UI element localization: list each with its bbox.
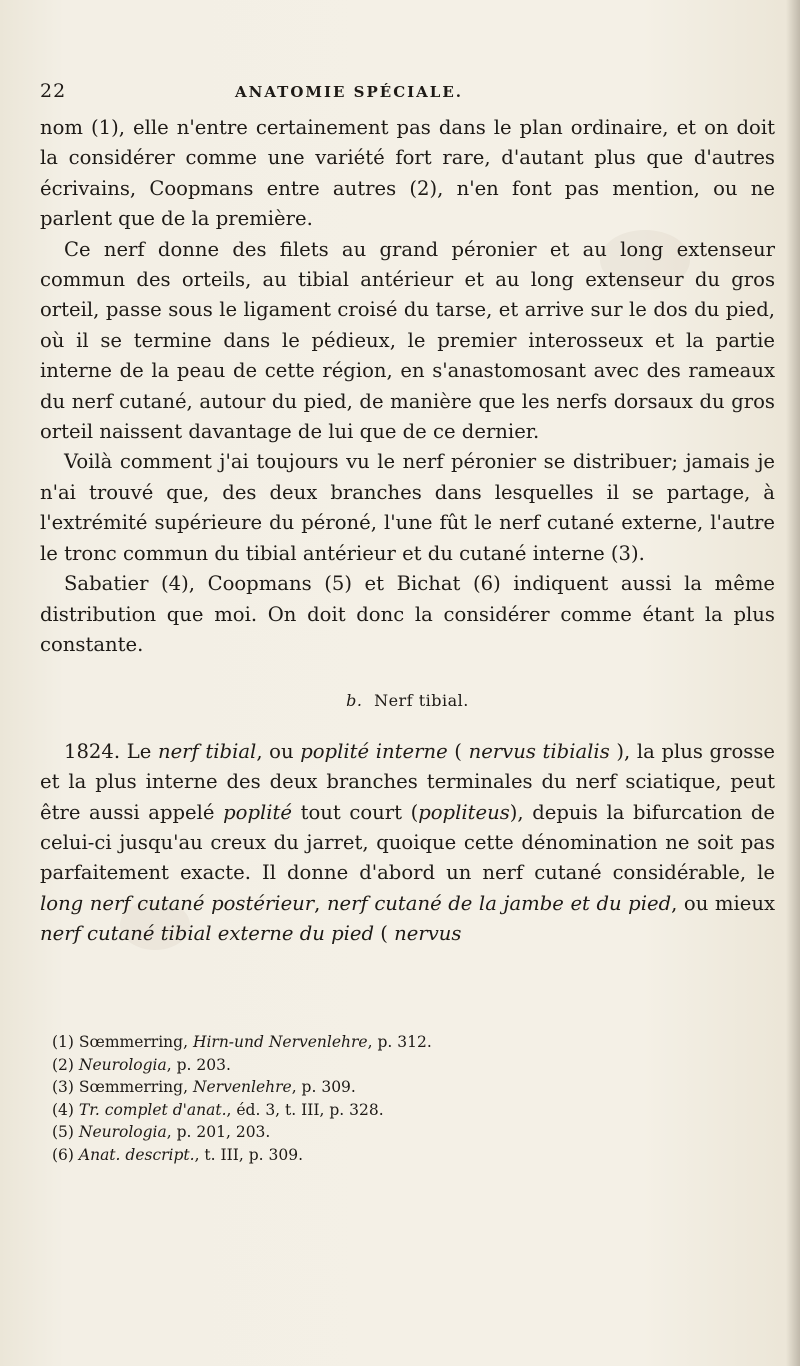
paragraph-text: nom (1), elle n'entre certainement pas dans le plan ordinaire, et on doit la considérer comme une variété fort rare, d'autant plus que d'autres écrivains, Coopmans entre autres (2), n'en font pas mention, ou ne parlent que de la première. [40,116,775,231]
footnote [52,1121,752,1144]
term-italic: popliteus [418,800,510,824]
page-header [40,80,780,110]
text-run: ), la plus grosse et la plus interne des deux branches terminales du nerf sciatique, peut être aussi appelé [40,739,775,824]
paragraph [40,113,775,235]
main-text [40,113,775,950]
paragraph [40,235,775,448]
term-italic: nerf cutané de la jambe et du pied [326,891,672,915]
footnote [52,1144,752,1167]
text-run: Le [126,739,158,763]
footnotes [52,1031,752,1167]
page-edge-shadow [786,0,800,1366]
footnote-text: , p. 201, 203. [166,1123,271,1142]
footnote [52,1099,752,1122]
term-italic: nerf cutané tibial externe du pied [40,922,375,946]
footnote-text: (4) [52,1100,79,1119]
paragraph-text: Sabatier (4), Coopmans (5) et Bichat (6) indiquent aussi la même distribution que moi. On doit donc la considérer comme étant la plus constante. [40,572,775,656]
footnote-title: Nervenlehre [192,1078,292,1097]
section-letter: b. [346,691,363,711]
article-number: 1824. [64,739,127,763]
term-italic: poplité interne [300,739,448,763]
footnote-text: , t. III, p. 309. [194,1145,304,1164]
section-heading [40,686,775,716]
text-run: tout court ( [292,800,419,824]
term-italic: nervus tibialis [468,739,610,763]
paragraph-text: Voilà comment j'ai toujours vu le nerf péronier se distribuer; jamais je n'ai trouvé que, des deux branches dans lesquelles il se partage, à l'extrémité supérieure du péroné, l'une fût le nerf cutané externe, l'autre le tronc commun du tibial antérieur et du cutané interne (3). [40,450,775,565]
footnote-title: Tr. complet d'anat. [78,1100,227,1119]
footnote-title: Neurologia [78,1123,167,1142]
paragraph [40,447,775,569]
text-run: , ou [256,739,301,763]
footnote-text: (6) [52,1145,79,1164]
paragraph-1824 [40,737,775,950]
footnote-title: Anat. descript. [78,1145,195,1164]
footnote-text: , éd. 3, t. III, p. 328. [226,1100,384,1119]
footnote-title: Neurologia [78,1055,167,1074]
footnote-text: , p. 203. [166,1055,231,1074]
footnote-text: (3) Sœmmerring, [52,1078,193,1097]
footnote [52,1054,752,1077]
footnote-text: , p. 312. [367,1033,432,1051]
footnote-title: Hirn-und Nervenlehre [192,1033,368,1051]
footnote-text: , p. 309. [291,1078,356,1097]
footnote-text: (1) Sœmmerring, [52,1033,193,1051]
footnote [52,1031,752,1054]
section-title: Nerf tibial. [374,691,469,711]
footnote-text: (2) [52,1055,79,1074]
text-run: ( [374,922,395,946]
paragraph [40,569,775,660]
footnote-text: (5) [52,1123,79,1142]
paragraph-text: Ce nerf donne des filets au grand péronier et au long extenseur commun des orteils, au tibial antérieur et au long extenseur du gros orteil, passe sous le ligament croisé du tarse, et arrive sur le dos du pied, où il se termine dans le pédieux, le premier interosseux et la partie interne de la peau de cette région, en s'anastomosant avec des rameaux du nerf cutané, autour du pied, de manière que les nerfs dorsaux du gros orteil naissent davantage de lui que de ce dernier. [40,237,775,444]
text-run: , ou mieux [671,891,775,915]
text-run: , [314,891,327,915]
running-title: ANATOMIE SPÉCIALE. [235,83,464,101]
text-run: ( [447,739,469,763]
page-number: 22 [40,80,67,102]
text-run: ), depuis la bifurcation de celui-ci jusqu'au creux du jarret, quoique cette dénomination ne soit pas parfaitement exacte. Il donne d'abord un nerf cutané considérable, le [40,800,775,885]
term-italic: long nerf cutané postérieur [40,891,315,915]
term-italic: nerf tibial [157,739,257,763]
term-italic: nervus [394,922,462,946]
footnote [52,1076,752,1099]
term-italic: poplité [223,800,292,824]
